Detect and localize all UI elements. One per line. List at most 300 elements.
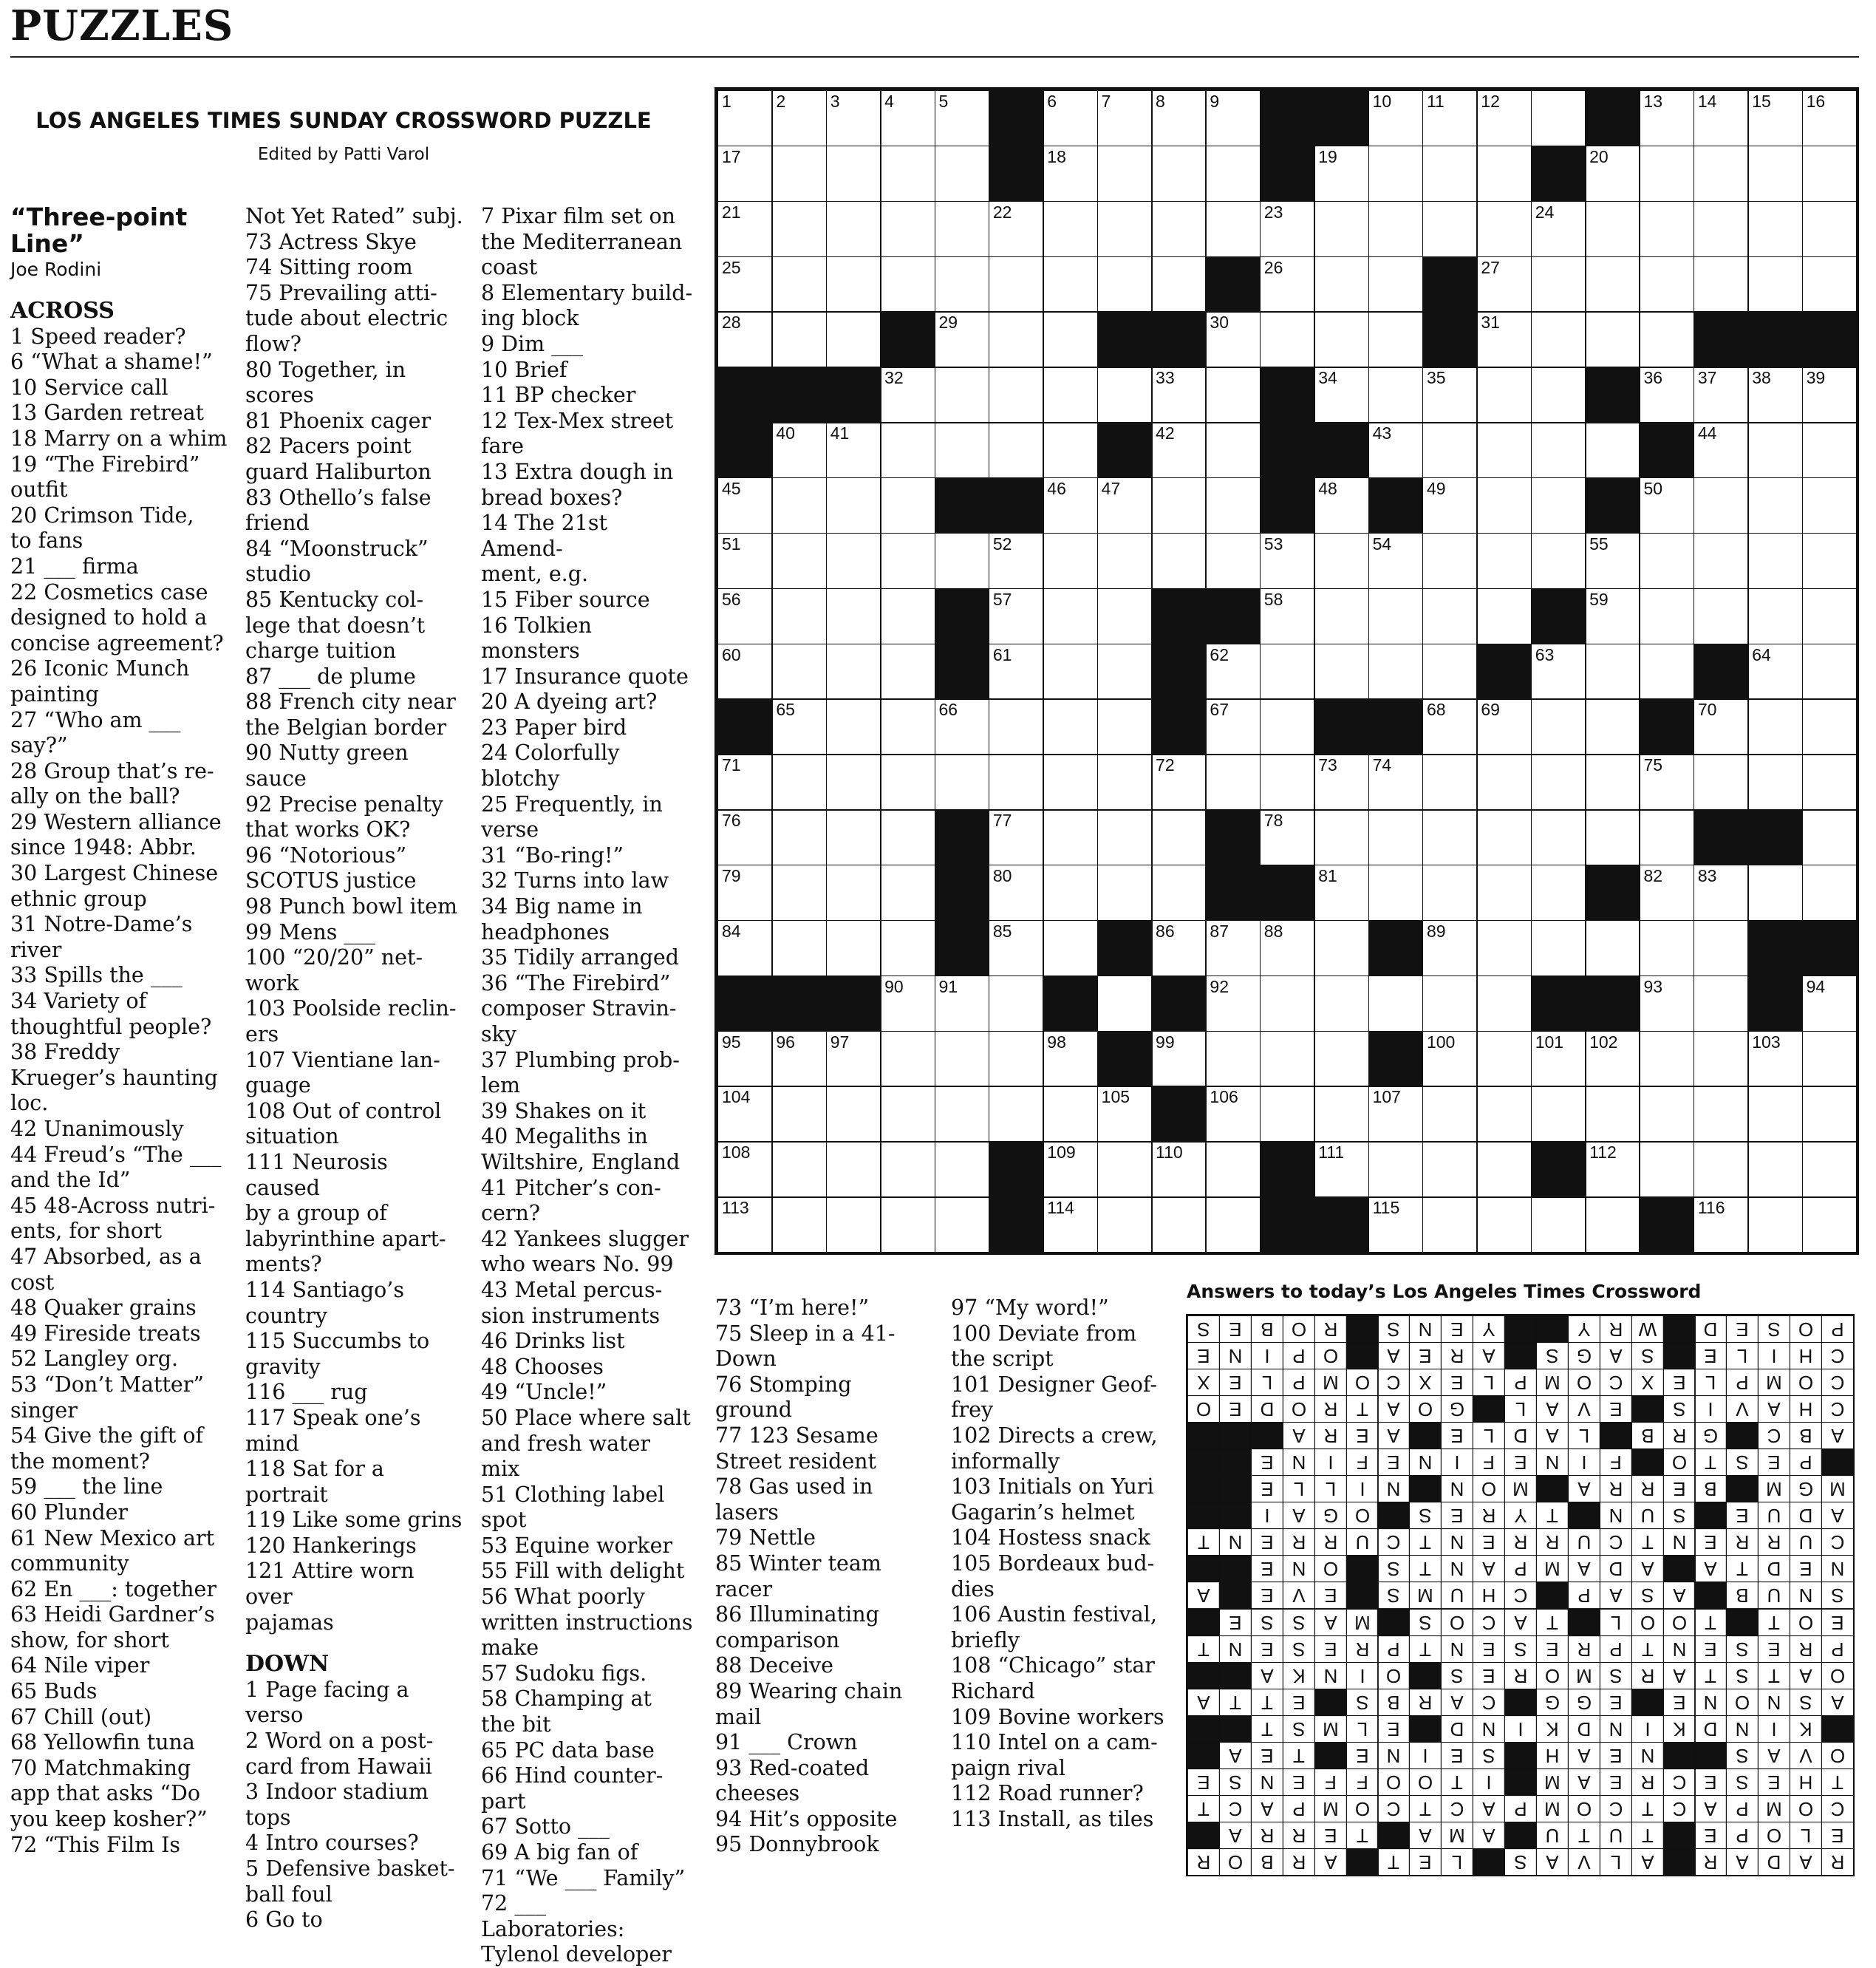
grid-cell[interactable] xyxy=(1151,865,1207,921)
grid-cell[interactable] xyxy=(880,865,935,921)
grid-cell[interactable] xyxy=(771,809,827,865)
grid-cell[interactable] xyxy=(1043,809,1098,865)
grid-cell[interactable] xyxy=(1422,1086,1478,1142)
grid-cell[interactable] xyxy=(1097,477,1153,534)
grid-cell[interactable] xyxy=(1097,588,1153,644)
grid-cell[interactable] xyxy=(1043,90,1098,146)
grid-cell[interactable] xyxy=(1422,865,1478,921)
grid-cell[interactable] xyxy=(1531,1086,1586,1142)
grid-cell[interactable] xyxy=(1314,256,1369,313)
grid-cell[interactable] xyxy=(1043,422,1098,478)
grid-cell[interactable] xyxy=(1639,644,1694,700)
grid-cell[interactable] xyxy=(1476,367,1532,423)
grid-cell[interactable] xyxy=(1531,920,1586,976)
grid-cell[interactable] xyxy=(989,754,1044,810)
grid-cell[interactable] xyxy=(1747,698,1803,755)
grid-cell[interactable] xyxy=(1422,1196,1478,1253)
grid-cell[interactable] xyxy=(826,1086,881,1142)
grid-cell[interactable] xyxy=(1802,256,1858,313)
grid-cell[interactable] xyxy=(989,533,1044,589)
grid-cell[interactable] xyxy=(1205,1086,1261,1142)
grid-cell[interactable] xyxy=(1314,367,1369,423)
grid-cell[interactable] xyxy=(1314,311,1369,367)
grid-cell[interactable] xyxy=(1639,754,1694,810)
grid-cell[interactable] xyxy=(1585,1031,1640,1087)
grid-cell[interactable] xyxy=(717,201,773,257)
grid-cell[interactable] xyxy=(826,865,881,921)
grid-cell[interactable] xyxy=(1260,754,1315,810)
grid-cell[interactable] xyxy=(1639,588,1694,644)
grid-cell[interactable] xyxy=(1476,1086,1532,1142)
grid-cell[interactable] xyxy=(880,422,935,478)
grid-cell[interactable] xyxy=(1476,1031,1532,1087)
grid-cell[interactable] xyxy=(1097,367,1153,423)
grid-cell[interactable] xyxy=(1802,809,1858,865)
grid-cell[interactable] xyxy=(1205,311,1261,367)
grid-cell[interactable] xyxy=(880,146,935,202)
grid-cell[interactable] xyxy=(1476,976,1532,1032)
grid-cell[interactable] xyxy=(1151,809,1207,865)
grid-cell[interactable] xyxy=(1422,422,1478,478)
grid-cell[interactable] xyxy=(1531,256,1586,313)
grid-cell[interactable] xyxy=(1368,311,1424,367)
grid-cell[interactable] xyxy=(1639,865,1694,921)
grid-cell[interactable] xyxy=(771,533,827,589)
grid-cell[interactable] xyxy=(989,920,1044,976)
grid-cell[interactable] xyxy=(880,698,935,755)
grid-cell[interactable] xyxy=(771,865,827,921)
grid-cell[interactable] xyxy=(1802,1196,1858,1253)
grid-cell[interactable] xyxy=(1585,1086,1640,1142)
grid-cell[interactable] xyxy=(1802,533,1858,589)
grid-cell[interactable] xyxy=(771,698,827,755)
grid-cell[interactable] xyxy=(1585,533,1640,589)
grid-cell[interactable] xyxy=(1531,754,1586,810)
grid-cell[interactable] xyxy=(1205,201,1261,257)
grid-cell[interactable] xyxy=(935,201,990,257)
grid-cell[interactable] xyxy=(771,920,827,976)
grid-cell[interactable] xyxy=(1531,311,1586,367)
grid-cell[interactable] xyxy=(717,1086,773,1142)
grid-cell[interactable] xyxy=(1639,201,1694,257)
grid-cell[interactable] xyxy=(826,146,881,202)
grid-cell[interactable] xyxy=(771,1086,827,1142)
grid-cell[interactable] xyxy=(1043,865,1098,921)
grid-cell[interactable] xyxy=(880,1031,935,1087)
grid-cell[interactable] xyxy=(1097,1196,1153,1253)
grid-cell[interactable] xyxy=(935,754,990,810)
grid-cell[interactable] xyxy=(1260,533,1315,589)
grid-cell[interactable] xyxy=(1476,311,1532,367)
grid-cell[interactable] xyxy=(1585,422,1640,478)
grid-cell[interactable] xyxy=(1585,201,1640,257)
grid-cell[interactable] xyxy=(935,976,990,1032)
grid-cell[interactable] xyxy=(717,146,773,202)
grid-cell[interactable] xyxy=(1151,754,1207,810)
grid-cell[interactable] xyxy=(1097,698,1153,755)
grid-cell[interactable] xyxy=(1531,698,1586,755)
grid-cell[interactable] xyxy=(826,1141,881,1197)
grid-cell[interactable] xyxy=(717,920,773,976)
grid-cell[interactable] xyxy=(1368,146,1424,202)
grid-cell[interactable] xyxy=(1639,533,1694,589)
grid-cell[interactable] xyxy=(1422,920,1478,976)
grid-cell[interactable] xyxy=(1802,201,1858,257)
grid-cell[interactable] xyxy=(1314,976,1369,1032)
grid-cell[interactable] xyxy=(989,1086,1044,1142)
grid-cell[interactable] xyxy=(826,311,881,367)
grid-cell[interactable] xyxy=(1693,90,1749,146)
grid-cell[interactable] xyxy=(1531,865,1586,921)
grid-cell[interactable] xyxy=(1693,920,1749,976)
grid-cell[interactable] xyxy=(771,1196,827,1253)
grid-cell[interactable] xyxy=(989,367,1044,423)
grid-cell[interactable] xyxy=(1368,1086,1424,1142)
grid-cell[interactable] xyxy=(989,311,1044,367)
grid-cell[interactable] xyxy=(880,920,935,976)
grid-cell[interactable] xyxy=(826,422,881,478)
grid-cell[interactable] xyxy=(771,201,827,257)
grid-cell[interactable] xyxy=(1639,1141,1694,1197)
grid-cell[interactable] xyxy=(717,477,773,534)
grid-cell[interactable] xyxy=(1802,698,1858,755)
grid-cell[interactable] xyxy=(1314,1031,1369,1087)
grid-cell[interactable] xyxy=(1693,477,1749,534)
grid-cell[interactable] xyxy=(1097,1086,1153,1142)
grid-cell[interactable] xyxy=(1151,920,1207,976)
grid-cell[interactable] xyxy=(1097,201,1153,257)
grid-cell[interactable] xyxy=(935,1196,990,1253)
grid-cell[interactable] xyxy=(1802,90,1858,146)
grid-cell[interactable] xyxy=(1693,698,1749,755)
grid-cell[interactable] xyxy=(1476,588,1532,644)
grid-cell[interactable] xyxy=(717,1141,773,1197)
grid-cell[interactable] xyxy=(1043,256,1098,313)
grid-cell[interactable] xyxy=(826,1196,881,1253)
grid-cell[interactable] xyxy=(1585,698,1640,755)
grid-cell[interactable] xyxy=(1314,201,1369,257)
grid-cell[interactable] xyxy=(1314,809,1369,865)
grid-cell[interactable] xyxy=(880,588,935,644)
grid-cell[interactable] xyxy=(1422,1141,1478,1197)
grid-cell[interactable] xyxy=(717,1196,773,1253)
grid-cell[interactable] xyxy=(1693,1086,1749,1142)
grid-cell[interactable] xyxy=(1368,588,1424,644)
grid-cell[interactable] xyxy=(1151,256,1207,313)
grid-cell[interactable] xyxy=(771,90,827,146)
grid-cell[interactable] xyxy=(935,422,990,478)
grid-cell[interactable] xyxy=(1314,477,1369,534)
grid-cell[interactable] xyxy=(1476,533,1532,589)
grid-cell[interactable] xyxy=(826,90,881,146)
grid-cell[interactable] xyxy=(1802,146,1858,202)
grid-cell[interactable] xyxy=(1422,146,1478,202)
grid-cell[interactable] xyxy=(1693,146,1749,202)
grid-cell[interactable] xyxy=(1205,422,1261,478)
grid-cell[interactable] xyxy=(826,754,881,810)
grid-cell[interactable] xyxy=(1260,311,1315,367)
grid-cell[interactable] xyxy=(1205,698,1261,755)
grid-cell[interactable] xyxy=(1802,1031,1858,1087)
grid-cell[interactable] xyxy=(1476,477,1532,534)
grid-cell[interactable] xyxy=(717,588,773,644)
grid-cell[interactable] xyxy=(1043,477,1098,534)
grid-cell[interactable] xyxy=(1043,1141,1098,1197)
grid-cell[interactable] xyxy=(1585,644,1640,700)
grid-cell[interactable] xyxy=(826,644,881,700)
grid-cell[interactable] xyxy=(826,809,881,865)
grid-cell[interactable] xyxy=(826,588,881,644)
grid-cell[interactable] xyxy=(880,201,935,257)
grid-cell[interactable] xyxy=(1260,588,1315,644)
grid-cell[interactable] xyxy=(1043,533,1098,589)
grid-cell[interactable] xyxy=(1260,644,1315,700)
grid-cell[interactable] xyxy=(1368,201,1424,257)
grid-cell[interactable] xyxy=(1531,533,1586,589)
grid-cell[interactable] xyxy=(826,201,881,257)
grid-cell[interactable] xyxy=(935,146,990,202)
grid-cell[interactable] xyxy=(880,976,935,1032)
grid-cell[interactable] xyxy=(1205,1141,1261,1197)
grid-cell[interactable] xyxy=(1314,1141,1369,1197)
grid-cell[interactable] xyxy=(880,477,935,534)
grid-cell[interactable] xyxy=(1260,976,1315,1032)
grid-cell[interactable] xyxy=(1531,809,1586,865)
grid-cell[interactable] xyxy=(1531,201,1586,257)
grid-cell[interactable] xyxy=(717,754,773,810)
grid-cell[interactable] xyxy=(880,256,935,313)
grid-cell[interactable] xyxy=(1368,1196,1424,1253)
grid-cell[interactable] xyxy=(1693,1196,1749,1253)
grid-cell[interactable] xyxy=(717,865,773,921)
grid-cell[interactable] xyxy=(1151,1141,1207,1197)
grid-cell[interactable] xyxy=(1368,256,1424,313)
grid-cell[interactable] xyxy=(1693,1031,1749,1087)
grid-cell[interactable] xyxy=(1368,976,1424,1032)
grid-cell[interactable] xyxy=(1747,422,1803,478)
grid-cell[interactable] xyxy=(935,367,990,423)
grid-cell[interactable] xyxy=(1314,754,1369,810)
grid-cell[interactable] xyxy=(771,754,827,810)
grid-cell[interactable] xyxy=(1639,367,1694,423)
grid-cell[interactable] xyxy=(1205,1031,1261,1087)
grid-cell[interactable] xyxy=(1097,1141,1153,1197)
grid-cell[interactable] xyxy=(989,588,1044,644)
grid-cell[interactable] xyxy=(1476,754,1532,810)
grid-cell[interactable] xyxy=(989,1031,1044,1087)
grid-cell[interactable] xyxy=(1260,201,1315,257)
grid-cell[interactable] xyxy=(1314,533,1369,589)
grid-cell[interactable] xyxy=(1476,146,1532,202)
grid-cell[interactable] xyxy=(935,1031,990,1087)
grid-cell[interactable] xyxy=(771,1141,827,1197)
grid-cell[interactable] xyxy=(1639,920,1694,976)
grid-cell[interactable] xyxy=(1476,865,1532,921)
grid-cell[interactable] xyxy=(1205,533,1261,589)
grid-cell[interactable] xyxy=(1693,422,1749,478)
grid-cell[interactable] xyxy=(771,256,827,313)
grid-cell[interactable] xyxy=(717,90,773,146)
grid-cell[interactable] xyxy=(826,920,881,976)
grid-cell[interactable] xyxy=(1260,1086,1315,1142)
grid-cell[interactable] xyxy=(1531,1196,1586,1253)
grid-cell[interactable] xyxy=(1531,367,1586,423)
grid-cell[interactable] xyxy=(1639,1086,1694,1142)
grid-cell[interactable] xyxy=(771,477,827,534)
grid-cell[interactable] xyxy=(1151,533,1207,589)
grid-cell[interactable] xyxy=(1097,146,1153,202)
grid-cell[interactable] xyxy=(1097,754,1153,810)
grid-cell[interactable] xyxy=(1747,644,1803,700)
grid-cell[interactable] xyxy=(1043,1196,1098,1253)
grid-cell[interactable] xyxy=(1314,920,1369,976)
grid-cell[interactable] xyxy=(1476,1196,1532,1253)
grid-cell[interactable] xyxy=(935,698,990,755)
grid-cell[interactable] xyxy=(1422,588,1478,644)
grid-cell[interactable] xyxy=(1693,1141,1749,1197)
grid-cell[interactable] xyxy=(1314,865,1369,921)
grid-cell[interactable] xyxy=(1747,588,1803,644)
grid-cell[interactable] xyxy=(1422,477,1478,534)
grid-cell[interactable] xyxy=(1585,311,1640,367)
grid-cell[interactable] xyxy=(880,1086,935,1142)
grid-cell[interactable] xyxy=(1368,422,1424,478)
grid-cell[interactable] xyxy=(1151,201,1207,257)
grid-cell[interactable] xyxy=(1368,865,1424,921)
grid-cell[interactable] xyxy=(1585,754,1640,810)
grid-cell[interactable] xyxy=(1043,588,1098,644)
grid-cell[interactable] xyxy=(717,809,773,865)
grid-cell[interactable] xyxy=(717,311,773,367)
grid-cell[interactable] xyxy=(1205,146,1261,202)
grid-cell[interactable] xyxy=(1476,256,1532,313)
grid-cell[interactable] xyxy=(826,1031,881,1087)
grid-cell[interactable] xyxy=(1531,1031,1586,1087)
grid-cell[interactable] xyxy=(1693,256,1749,313)
grid-cell[interactable] xyxy=(826,533,881,589)
grid-cell[interactable] xyxy=(771,644,827,700)
grid-cell[interactable] xyxy=(989,809,1044,865)
grid-cell[interactable] xyxy=(1476,90,1532,146)
grid-cell[interactable] xyxy=(989,698,1044,755)
grid-cell[interactable] xyxy=(717,256,773,313)
grid-cell[interactable] xyxy=(1476,201,1532,257)
grid-cell[interactable] xyxy=(1422,698,1478,755)
grid-cell[interactable] xyxy=(1802,477,1858,534)
grid-cell[interactable] xyxy=(1097,533,1153,589)
grid-cell[interactable] xyxy=(989,201,1044,257)
grid-cell[interactable] xyxy=(880,754,935,810)
grid-cell[interactable] xyxy=(989,422,1044,478)
grid-cell[interactable] xyxy=(989,256,1044,313)
grid-cell[interactable] xyxy=(1043,201,1098,257)
grid-cell[interactable] xyxy=(1151,367,1207,423)
grid-cell[interactable] xyxy=(1043,920,1098,976)
grid-cell[interactable] xyxy=(1585,256,1640,313)
grid-cell[interactable] xyxy=(1693,201,1749,257)
grid-cell[interactable] xyxy=(1476,809,1532,865)
grid-cell[interactable] xyxy=(935,1141,990,1197)
grid-cell[interactable] xyxy=(771,1031,827,1087)
grid-cell[interactable] xyxy=(1368,1141,1424,1197)
grid-cell[interactable] xyxy=(1205,920,1261,976)
grid-cell[interactable] xyxy=(1097,256,1153,313)
grid-cell[interactable] xyxy=(1802,588,1858,644)
grid-cell[interactable] xyxy=(1151,1031,1207,1087)
grid-cell[interactable] xyxy=(1639,146,1694,202)
grid-cell[interactable] xyxy=(1585,146,1640,202)
grid-cell[interactable] xyxy=(826,477,881,534)
grid-cell[interactable] xyxy=(1097,809,1153,865)
grid-cell[interactable] xyxy=(1747,533,1803,589)
grid-cell[interactable] xyxy=(717,533,773,589)
grid-cell[interactable] xyxy=(826,698,881,755)
grid-cell[interactable] xyxy=(880,90,935,146)
grid-cell[interactable] xyxy=(1639,477,1694,534)
crossword-grid[interactable] xyxy=(714,87,1859,1255)
grid-cell[interactable] xyxy=(1422,90,1478,146)
grid-cell[interactable] xyxy=(1097,865,1153,921)
grid-cell[interactable] xyxy=(1585,588,1640,644)
grid-cell[interactable] xyxy=(1747,1031,1803,1087)
grid-cell[interactable] xyxy=(1422,809,1478,865)
grid-cell[interactable] xyxy=(1368,533,1424,589)
grid-cell[interactable] xyxy=(1747,477,1803,534)
grid-cell[interactable] xyxy=(1639,90,1694,146)
grid-cell[interactable] xyxy=(1368,90,1424,146)
grid-cell[interactable] xyxy=(1205,1196,1261,1253)
grid-cell[interactable] xyxy=(935,311,990,367)
grid-cell[interactable] xyxy=(1802,644,1858,700)
grid-cell[interactable] xyxy=(1422,201,1478,257)
grid-cell[interactable] xyxy=(935,90,990,146)
grid-cell[interactable] xyxy=(1639,809,1694,865)
grid-cell[interactable] xyxy=(1747,865,1803,921)
grid-cell[interactable] xyxy=(1043,644,1098,700)
grid-cell[interactable] xyxy=(1802,865,1858,921)
grid-cell[interactable] xyxy=(1747,1141,1803,1197)
grid-cell[interactable] xyxy=(717,644,773,700)
grid-cell[interactable] xyxy=(1639,1031,1694,1087)
grid-cell[interactable] xyxy=(771,311,827,367)
grid-cell[interactable] xyxy=(1476,1141,1532,1197)
grid-cell[interactable] xyxy=(1260,698,1315,755)
grid-cell[interactable] xyxy=(1476,422,1532,478)
grid-cell[interactable] xyxy=(1747,1086,1803,1142)
grid-cell[interactable] xyxy=(880,644,935,700)
grid-cell[interactable] xyxy=(1043,754,1098,810)
grid-cell[interactable] xyxy=(1422,754,1478,810)
grid-cell[interactable] xyxy=(1585,1141,1640,1197)
grid-cell[interactable] xyxy=(1747,367,1803,423)
grid-cell[interactable] xyxy=(1314,644,1369,700)
grid-cell[interactable] xyxy=(1205,477,1261,534)
grid-cell[interactable] xyxy=(1693,367,1749,423)
grid-cell[interactable] xyxy=(1205,644,1261,700)
grid-cell[interactable] xyxy=(880,1196,935,1253)
grid-cell[interactable] xyxy=(1422,644,1478,700)
grid-cell[interactable] xyxy=(1043,311,1098,367)
grid-cell[interactable] xyxy=(1585,809,1640,865)
grid-cell[interactable] xyxy=(1260,920,1315,976)
grid-cell[interactable] xyxy=(771,588,827,644)
grid-cell[interactable] xyxy=(935,1086,990,1142)
grid-cell[interactable] xyxy=(1260,256,1315,313)
grid-cell[interactable] xyxy=(1151,477,1207,534)
grid-cell[interactable] xyxy=(1585,920,1640,976)
grid-cell[interactable] xyxy=(1802,1141,1858,1197)
grid-cell[interactable] xyxy=(1043,1031,1098,1087)
